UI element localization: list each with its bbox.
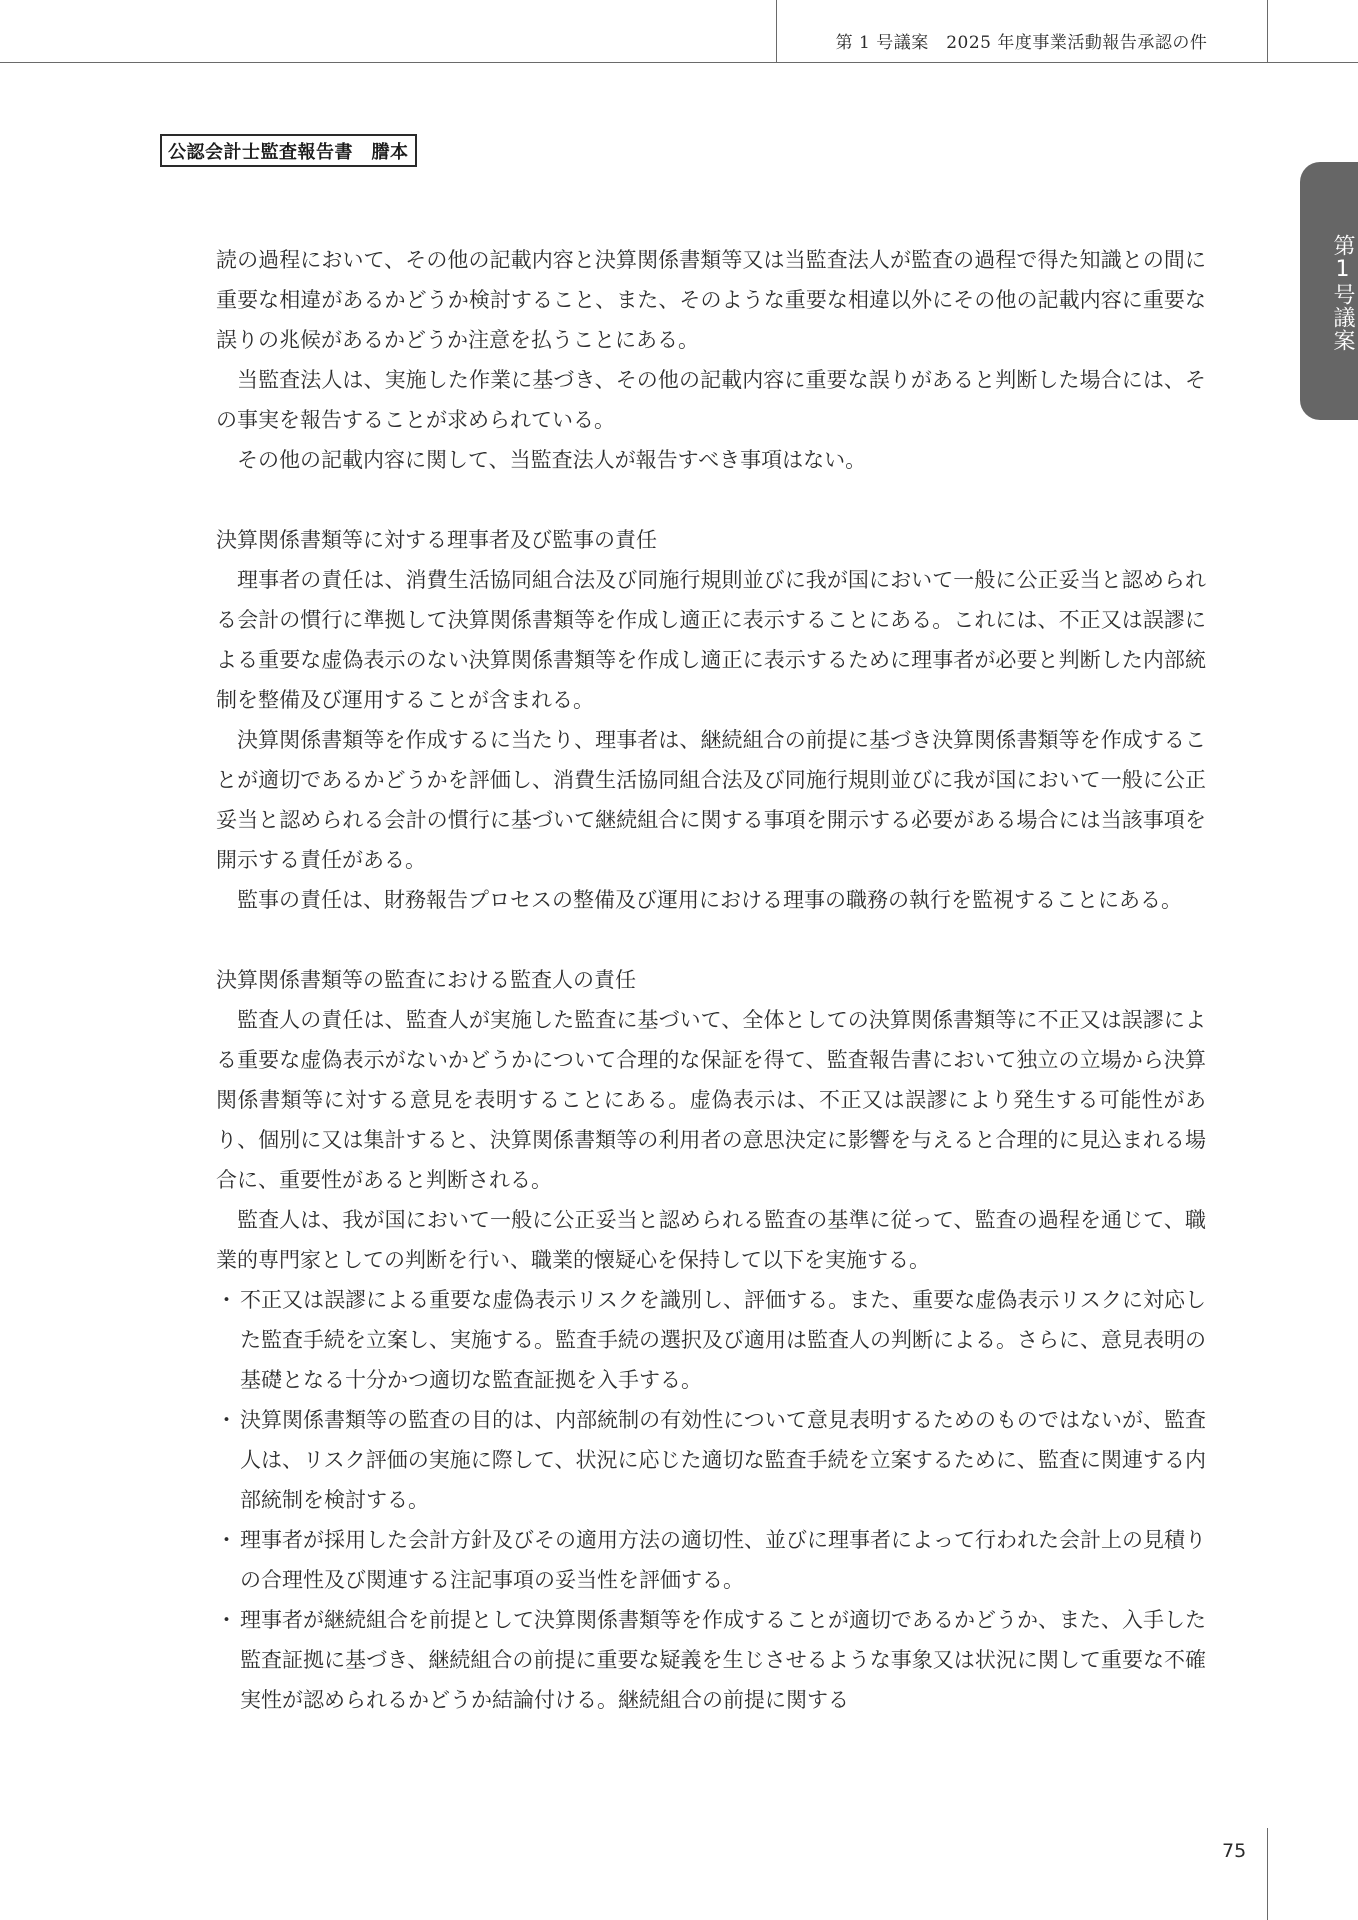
body-paragraph: 理事者の責任は、消費生活協同組合法及び同施行規則並びに我が国において一般に公正妥当と認められる会計の慣行に準拠して決算関係書類等を作成し適正に表示することにある。これには、不正又は誤謬による重要な虚偽表示のない決算関係書類等を作成し適正に表示するために理事者が必要と判断した内部統制を整備及び運用することが含まれる。 [216, 568, 1206, 712]
bullet-item [216, 1280, 1206, 1400]
document-body [216, 240, 1206, 1720]
footer-rule [1267, 1828, 1268, 1920]
bullet-item [216, 1520, 1206, 1600]
body-paragraph: 当監査法人は、実施した作業に基づき、その他の記載内容に重要な誤りがあると判断した場合には、その事実を報告することが求められている。 [216, 368, 1206, 432]
bullet-item [216, 1600, 1206, 1720]
bullet-mark: ・ [216, 1608, 237, 1632]
bullet-mark: ・ [216, 1408, 237, 1432]
bullet-text: 決算関係書類等の監査の目的は、内部統制の有効性について意見表明するためのものではないが、監査人は、リスク評価の実施に際して、状況に応じた適切な監査手続を立案するために、監査に関連する内部統制を検討する。 [240, 1408, 1206, 1512]
page-number: 75 [1222, 1840, 1247, 1862]
body-paragraph: 監査人は、我が国において一般に公正妥当と認められる監査の基準に従って、監査の過程を通じて、職業的専門家としての判断を行い、職業的懐疑心を保持して以下を実施する。 [216, 1208, 1206, 1272]
bullet-item [216, 1400, 1206, 1520]
bullet-text: 理事者が継続組合を前提として決算関係書類等を作成することが適切であるかどうか、また、入手した監査証拠に基づき、継続組合の前提に重要な疑義を生じさせるような事象又は状況に関して重要な不確実性が認められるかどうか結論付ける。継続組合の前提に関する [240, 1608, 1206, 1712]
header-divider-right [1267, 0, 1268, 63]
header-rule [0, 62, 1358, 63]
bullet-mark: ・ [216, 1528, 237, 1552]
section-heading: 決算関係書類等の監査における監査人の責任 [216, 968, 636, 992]
body-paragraph: 監事の責任は、財務報告プロセスの整備及び運用における理事の職務の執行を監視することにある。 [237, 888, 1182, 912]
bullet-text: 不正又は誤謬による重要な虚偽表示リスクを識別し、評価する。また、重要な虚偽表示リスクに対応した監査手続を立案し、実施する。監査手続の選択及び適用は監査人の判断による。さらに、意見表明の基礎となる十分かつ適切な監査証拠を入手する。 [240, 1288, 1206, 1392]
body-paragraph: その他の記載内容に関して、当監査法人が報告すべき事項はない。 [237, 448, 867, 472]
chapter-side-tab [1300, 162, 1358, 420]
section-heading: 決算関係書類等に対する理事者及び監事の責任 [216, 528, 657, 552]
chapter-side-tab-label: 第1号議案 [1330, 234, 1355, 352]
body-paragraph: 読の過程において、その他の記載内容と決算関係書類等又は当監査法人が監査の過程で得た知識との間に重要な相違があるかどうか検討すること、また、そのような重要な相違以外にその他の記載内容に重要な誤りの兆候があるかどうか注意を払うことにある。 [216, 248, 1206, 352]
bullet-mark: ・ [216, 1288, 237, 1312]
bullet-text: 理事者が採用した会計方針及びその適用方法の適切性、並びに理事者によって行われた会計上の見積りの合理性及び関連する注記事項の妥当性を評価する。 [240, 1528, 1206, 1592]
body-paragraph: 監査人の責任は、監査人が実施した監査に基づいて、全体としての決算関係書類等に不正又は誤謬による重要な虚偽表示がないかどうかについて合理的な保証を得て、監査報告書において独立の立場から決算関係書類等に対する意見を表明することにある。虚偽表示は、不正又は誤謬により発生する可能性があり、個別に又は集計すると、決算関係書類等の利用者の意思決定に影響を与えると合理的に見込まれる場合に、重要性があると判断される。 [216, 1008, 1206, 1192]
running-header-title: 第 1 号議案 2025 年度事業活動報告承認の件 [835, 33, 1208, 53]
document-label-box: 公認会計士監査報告書 謄本 [160, 134, 417, 167]
body-paragraph: 決算関係書類等を作成するに当たり、理事者は、継続組合の前提に基づき決算関係書類等を作成することが適切であるかどうかを評価し、消費生活協同組合法及び同施行規則並びに我が国において一般に公正妥当と認められる会計の慣行に基づいて継続組合に関する事項を開示する必要がある場合には当該事項を開示する責任がある。 [216, 728, 1206, 872]
